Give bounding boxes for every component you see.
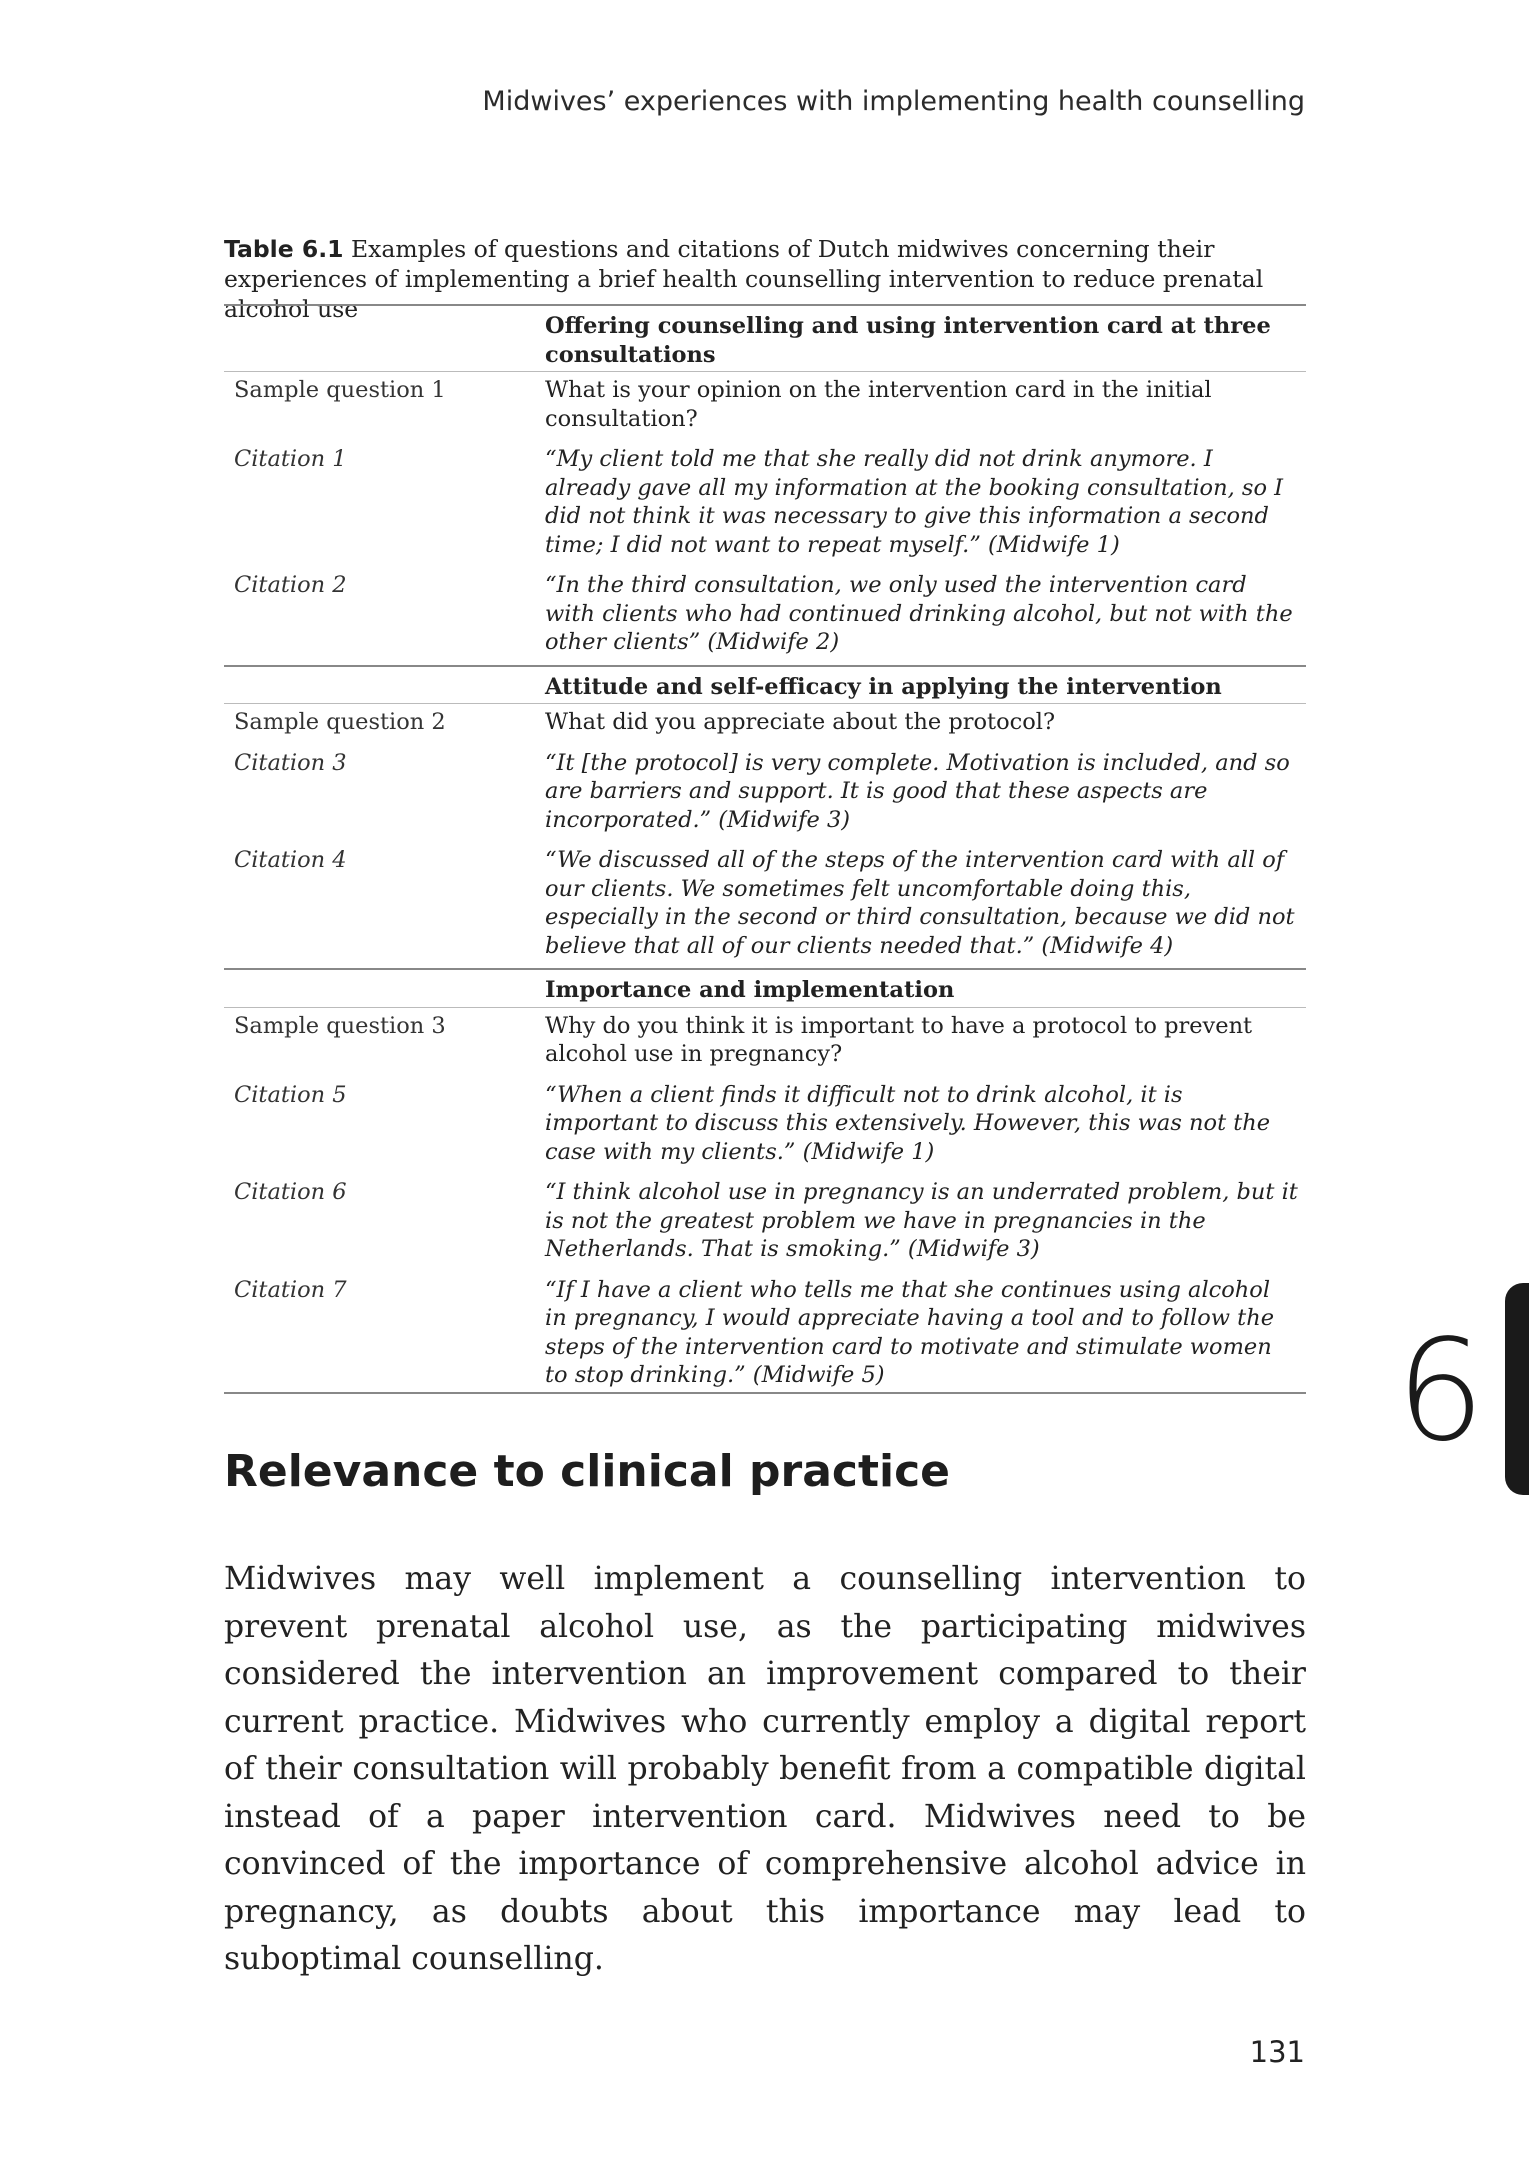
row-label: Citation 4 [234, 847, 347, 873]
row-label: Sample question 2 [234, 709, 446, 735]
table-row [224, 704, 1306, 745]
running-head: Midwives’ experiences with implementing health counselling [482, 86, 1305, 117]
row-label: Citation 1 [234, 446, 347, 472]
row-text: “I think alcohol use in pregnancy is an underrated problem, but it is not the greatest problem we have in pregnancies in the Netherlands. That is smoking.” (Midwife 3) [545, 1179, 1298, 1262]
row-text: “When a client finds it difficult not to drink alcohol, it is important to discuss this extensively. However, this was not the case with my clients.” (Midwife 1) [545, 1081, 1271, 1165]
row-label: Citation 2 [234, 572, 347, 598]
section-title: Relevance to clinical practice [224, 1446, 950, 1497]
section-heading: Attitude and self-efficacy in applying the intervention [535, 666, 1306, 704]
chapter-number: 6 [1395, 1310, 1485, 1473]
row-text: Why do you think it is important to have a protocol to prevent alcohol use in pregnancy? [545, 1012, 1253, 1067]
row-label: Citation 7 [224, 1272, 535, 1393]
body-paragraph: Midwives may well implement a counselling intervention to prevent prenatal alcohol use, as the participating midwives considered the intervention an improvement compared to their current practice. Midwives who currently employ a digital report of their consultation will probably benefit from a compatible digital instead of a paper intervention card. Midwives need to be convinced of the importance of comprehensive alcohol advice in pregnancy, as doubts about this importance may lead to suboptimal counselling. [224, 1561, 1306, 1977]
table-caption-text: Examples of questions and citations of Dutch midwives concerning their experiences of implementing a brief health counselling intervention to reduce prenatal alcohol use [224, 235, 1264, 323]
table-row [224, 372, 1306, 442]
row-label: Citation 3 [234, 749, 347, 776]
table-caption-label: Table 6.1 [224, 235, 344, 263]
citations-table [224, 304, 1306, 1394]
row-label: Sample question 3 [234, 1012, 446, 1039]
table-section-header [224, 666, 1306, 704]
row-label: Sample question 1 [234, 377, 446, 403]
row-text: “My client told me that she really did not drink anymore. I already gave all my information at the booking consultation, so I did not think it was necessary to give this information a second time; I did not want to repeat myself.” (Midwife 1) [545, 446, 1284, 558]
chapter-thumb-tab [1505, 1283, 1529, 1495]
table-row [224, 441, 1306, 567]
table-row [224, 1077, 1306, 1175]
row-text: What did you appreciate about the protocol? [545, 709, 1056, 735]
page-number: 131 [1249, 2035, 1305, 2069]
row-text: “In the third consultation, we only used the intervention card with clients who had continued drinking alcohol, but not with the other clients” (Midwife 2) [545, 572, 1293, 655]
row-text: “It [the protocol] is very complete. Motivation is included, and so are barriers and support. It is good that these aspects are incorporated.” (Midwife 3) [545, 749, 1290, 833]
row-text: “If I have a client who tells me that she continues using alcohol in pregnancy, I would appreciate having a tool and to follow the steps of the intervention card to motivate and stimulate women to stop drinking.” (Midwife 5) [535, 1272, 1306, 1393]
table-row [224, 745, 1306, 843]
table-row [224, 1272, 1306, 1393]
table-row [224, 1007, 1306, 1077]
table-section-header [224, 305, 1306, 372]
row-text: What is your opinion on the intervention card in the initial consultation? [545, 377, 1212, 432]
row-label: Citation 5 [234, 1081, 347, 1108]
table-row [224, 842, 1306, 969]
section-heading: Importance and implementation [535, 969, 1306, 1007]
table-row [224, 567, 1306, 666]
section-heading: Offering counselling and using intervention card at three consultations [535, 305, 1306, 372]
row-text: “We discussed all of the steps of the intervention card with all of our clients. We sometimes felt uncomfortable doing this, especially in the second or third consultation, because we did not believe that all of our clients needed that.” (Midwife 4) [545, 847, 1295, 959]
table-section-header [224, 969, 1306, 1007]
row-label: Citation 6 [234, 1179, 347, 1205]
table-row [224, 1174, 1306, 1272]
